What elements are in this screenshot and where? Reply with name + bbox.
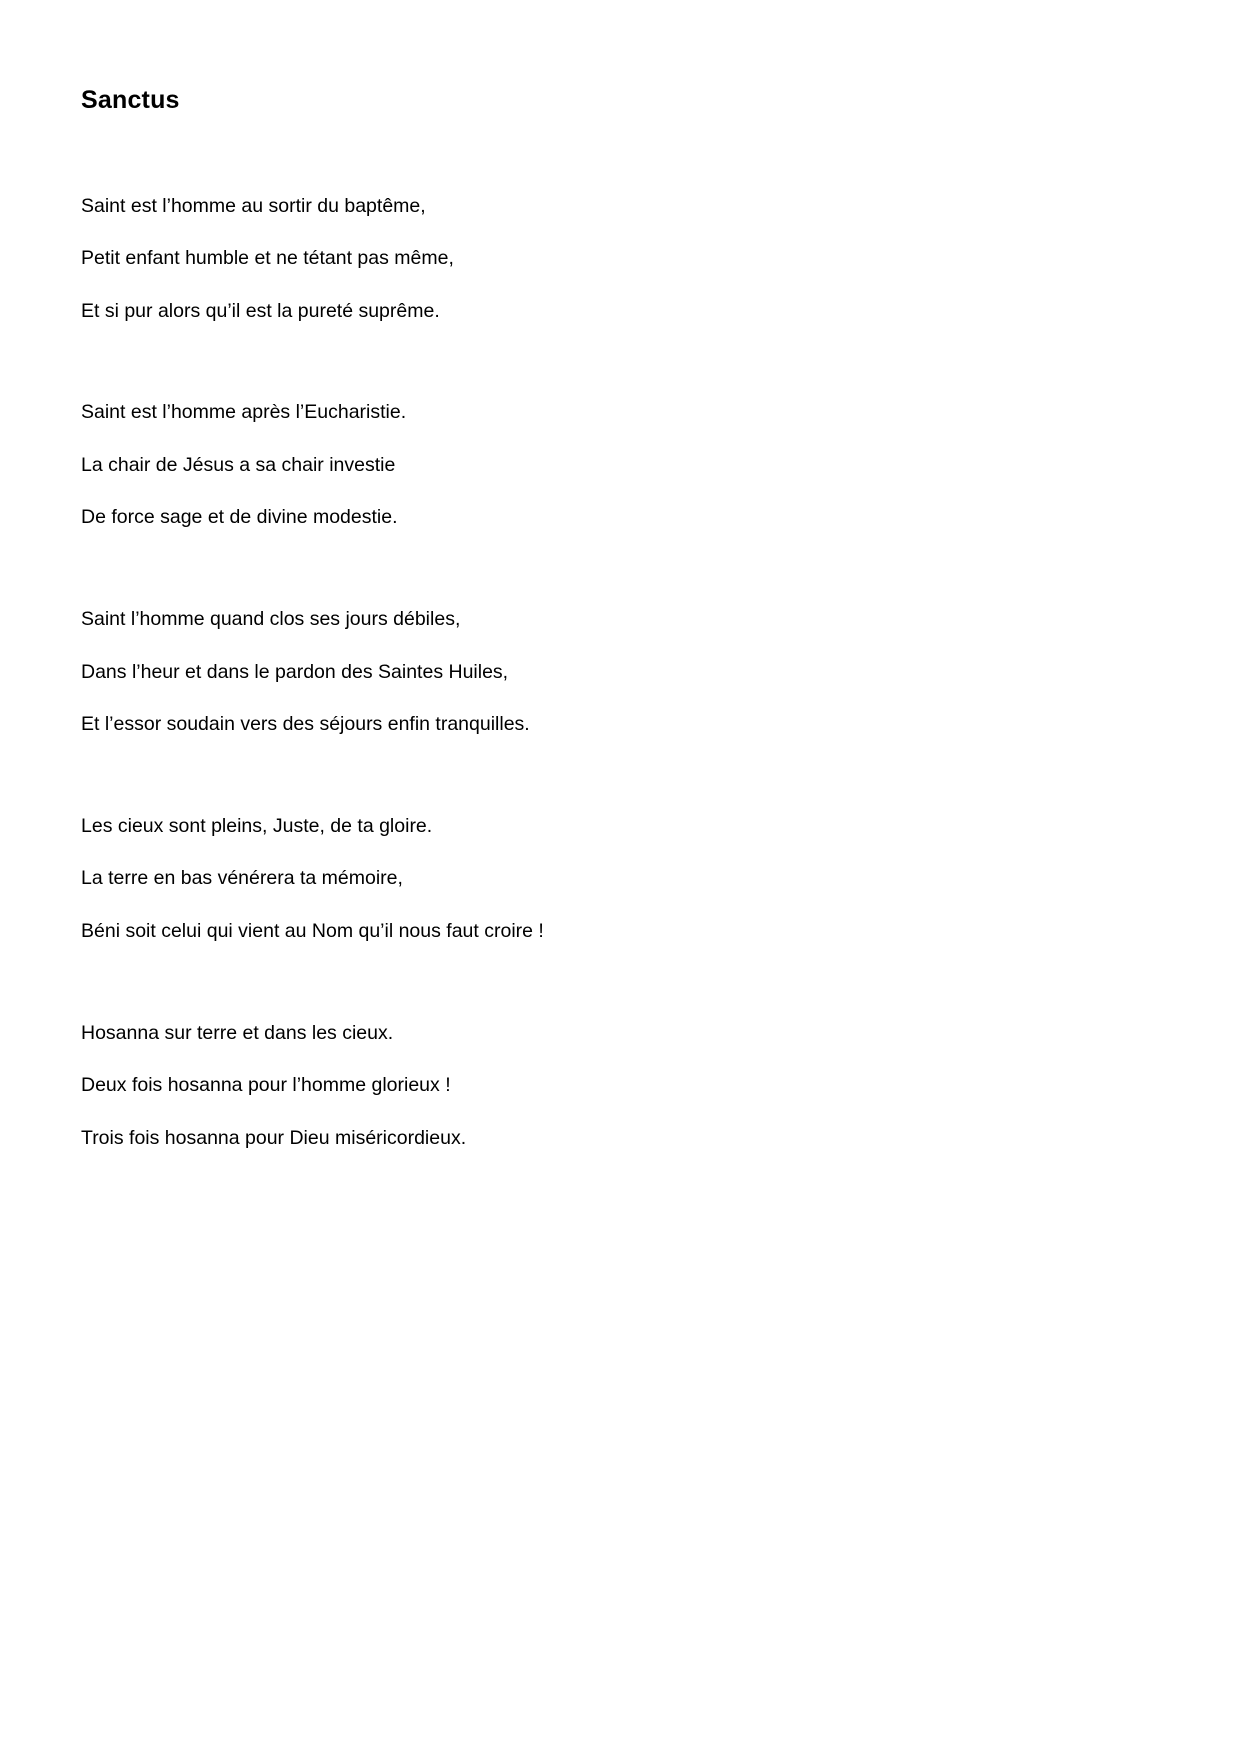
poem-title: Sanctus [81, 86, 180, 114]
poem-line: Béni soit celui qui vient au Nom qu’il nous faut croire ! [81, 920, 544, 942]
poem-line: Trois fois hosanna pour Dieu miséricordieux. [81, 1127, 467, 1149]
poem-line: La terre en bas vénérera ta mémoire, [81, 867, 403, 889]
poem-line: Les cieux sont pleins, Juste, de ta gloire. [81, 815, 433, 837]
poem-line: De force sage et de divine modestie. [81, 506, 398, 528]
poem-line: Saint est l’homme au sortir du baptême, [81, 195, 426, 217]
poem-line: Et si pur alors qu’il est la pureté suprême. [81, 300, 440, 322]
poem-line: Saint l’homme quand clos ses jours débiles, [81, 608, 461, 630]
poem-line: Et l’essor soudain vers des séjours enfin tranquilles. [81, 713, 530, 735]
poem-line: Saint est l’homme après l’Eucharistie. [81, 401, 407, 423]
poem-line: La chair de Jésus a sa chair investie [81, 454, 396, 476]
poem-line: Hosanna sur terre et dans les cieux. [81, 1022, 394, 1044]
poem-line: Petit enfant humble et ne tétant pas même, [81, 247, 454, 269]
poem-line: Deux fois hosanna pour l’homme glorieux ! [81, 1074, 451, 1096]
poem-line: Dans l’heur et dans le pardon des Saintes Huiles, [81, 661, 509, 683]
